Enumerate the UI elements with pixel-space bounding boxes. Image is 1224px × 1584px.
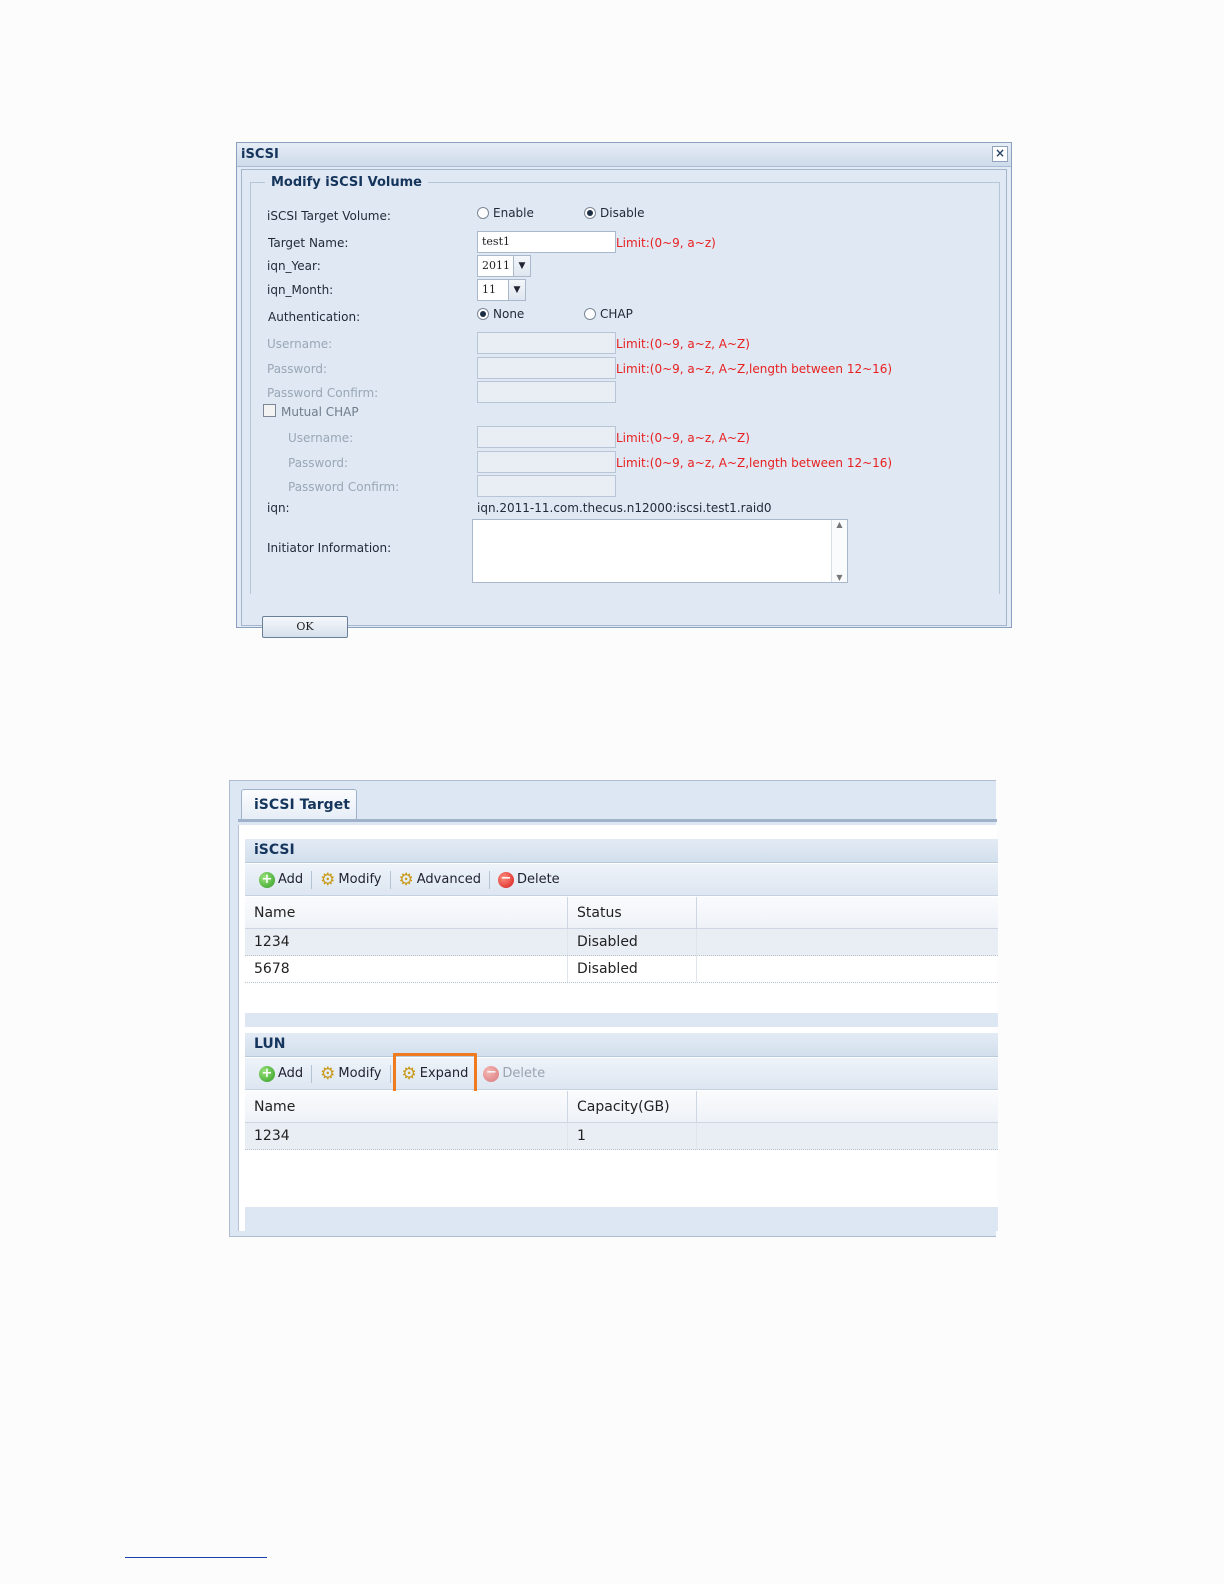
chap-username-label: Username: (267, 337, 333, 351)
lun-delete-button[interactable] (477, 1061, 551, 1087)
button-label: Modify (338, 1066, 382, 1081)
mutual-password-confirm-label: Password Confirm: (288, 480, 400, 494)
target-name-input[interactable]: test1 (477, 231, 616, 253)
scroll-up-icon[interactable]: ▲ (836, 520, 843, 529)
chap-password-confirm-input[interactable] (477, 381, 616, 403)
radio-selected-icon (584, 207, 596, 219)
tab-strip-line (238, 819, 997, 822)
mutual-password-input[interactable] (477, 451, 616, 473)
cell-name: 1234 (245, 1123, 568, 1149)
initiator-textarea[interactable] (472, 519, 848, 583)
footnote-rule (125, 1557, 267, 1558)
toolbar-separator (489, 871, 490, 889)
cell-status: Disabled (568, 929, 697, 955)
column-header-status[interactable]: Status (568, 897, 697, 928)
chap-password-limit: Limit:(0~9, a~z, A~Z,length between 12~16) (616, 362, 893, 376)
button-label: Delete (502, 1066, 546, 1081)
fieldset-legend: Modify iSCSI Volume (265, 175, 428, 190)
close-icon[interactable]: × (992, 146, 1008, 162)
gear-icon: ⚙ (320, 869, 336, 890)
authentication-label: Authentication: (268, 310, 361, 324)
toolbar-separator (311, 871, 312, 889)
button-label: Add (278, 872, 304, 887)
toolbar-separator (390, 1065, 391, 1083)
iscsi-grid (245, 897, 998, 1015)
button-label: Advanced (416, 872, 481, 887)
table-row[interactable] (245, 929, 998, 956)
ok-button[interactable]: OK (262, 616, 348, 638)
iscsi-add-button[interactable] (253, 867, 309, 893)
lun-grid (245, 1091, 998, 1209)
button-label: Expand (419, 1066, 469, 1081)
iscsi-modify-button[interactable] (314, 867, 387, 893)
button-label: Add (278, 1066, 304, 1081)
iscsi-toolbar (245, 864, 998, 896)
mutual-chap-label: Mutual CHAP (281, 405, 359, 419)
column-header-name[interactable]: Name (245, 897, 568, 928)
cell-capacity: 1 (568, 1123, 697, 1149)
table-row[interactable] (245, 956, 998, 983)
iscsi-section-title: iSCSI (245, 839, 998, 863)
mutual-username-limit: Limit:(0~9, a~z, A~Z) (616, 431, 750, 445)
panel-inner (238, 825, 997, 1231)
lun-modify-button[interactable] (314, 1061, 387, 1087)
textarea-scrollbar[interactable] (831, 520, 847, 582)
radio-label: CHAP (600, 307, 633, 321)
radio-selected-icon (477, 308, 489, 320)
iscsi-target-panel (229, 780, 996, 1237)
radio-icon (477, 207, 489, 219)
mutual-password-limit: Limit:(0~9, a~z, A~Z,length between 12~16) (616, 456, 893, 470)
iqn-month-value: 11 (482, 283, 496, 296)
lun-grid-header (245, 1091, 998, 1123)
iqn-month-select[interactable] (477, 279, 526, 301)
iscsi-advanced-button[interactable] (393, 867, 487, 893)
cell-name: 1234 (245, 929, 568, 955)
target-name-limit: Limit:(0~9, a~z) (616, 236, 716, 250)
radio-label: Enable (493, 206, 534, 220)
toolbar-separator (311, 1065, 312, 1083)
iscsi-grid-header (245, 897, 998, 929)
gear-icon: ⚙ (398, 869, 414, 890)
lun-add-button[interactable] (253, 1061, 309, 1087)
iqn-value: iqn.2011-11.com.thecus.n12000:iscsi.test1.raid0 (477, 501, 772, 515)
auth-chap-radio[interactable] (584, 307, 633, 321)
button-label: Delete (516, 872, 560, 887)
lun-toolbar (245, 1058, 998, 1090)
chap-password-confirm-label: Password Confirm: (267, 386, 379, 400)
delete-icon: − (483, 1066, 499, 1082)
section-gap (245, 1207, 998, 1231)
delete-icon: − (498, 872, 514, 888)
radio-label: None (493, 307, 525, 321)
chap-username-input[interactable] (477, 332, 616, 354)
chevron-down-icon: ▼ (508, 280, 525, 300)
iqn-year-select[interactable] (477, 255, 531, 277)
target-name-label: Target Name: (268, 236, 349, 250)
scroll-down-icon[interactable]: ▼ (836, 573, 843, 582)
tab-iscsi-target[interactable]: iSCSI Target (241, 789, 357, 820)
mutual-chap-checkbox[interactable] (263, 404, 276, 417)
button-label: Modify (338, 872, 382, 887)
iqn-month-label: iqn_Month: (267, 283, 334, 297)
chap-password-label: Password: (267, 362, 328, 376)
iscsi-delete-button[interactable] (492, 867, 566, 893)
modify-iscsi-dialog (236, 142, 1012, 633)
target-volume-enable-radio[interactable] (477, 206, 534, 220)
mutual-username-label: Username: (288, 431, 354, 445)
mutual-username-input[interactable] (477, 426, 616, 448)
target-volume-disable-radio[interactable] (584, 206, 645, 220)
radio-icon (584, 308, 596, 320)
lun-expand-button[interactable] (393, 1053, 478, 1095)
target-volume-label: iSCSI Target Volume: (267, 209, 391, 223)
dialog-body (241, 169, 1007, 633)
mutual-password-confirm-input[interactable] (477, 475, 616, 497)
lun-section-title: LUN (245, 1033, 998, 1057)
column-header-name[interactable]: Name (245, 1091, 568, 1122)
chevron-down-icon: ▼ (513, 256, 530, 276)
iqn-year-value: 2011 (482, 259, 510, 272)
gear-icon: ⚙ (401, 1063, 417, 1084)
auth-none-radio[interactable] (477, 307, 524, 321)
add-icon: + (259, 1066, 275, 1082)
add-icon: + (259, 872, 275, 888)
radio-label: Disable (600, 206, 645, 220)
chap-password-input[interactable] (477, 357, 616, 379)
initiator-label: Initiator Information: (267, 541, 392, 555)
column-header-capacity[interactable]: Capacity(GB) (568, 1091, 697, 1122)
mutual-password-label: Password: (288, 456, 349, 470)
toolbar-separator (390, 871, 391, 889)
dialog-title-bar (237, 143, 1011, 167)
iqn-year-label: iqn_Year: (267, 259, 321, 273)
iqn-label: iqn: (267, 501, 290, 515)
cell-name: 5678 (245, 956, 568, 982)
cell-status: Disabled (568, 956, 697, 982)
gear-icon: ⚙ (320, 1063, 336, 1084)
table-row[interactable] (245, 1123, 998, 1150)
section-gap (245, 1013, 998, 1027)
dialog-title: iSCSI (241, 147, 279, 162)
chap-username-limit: Limit:(0~9, a~z, A~Z) (616, 337, 750, 351)
